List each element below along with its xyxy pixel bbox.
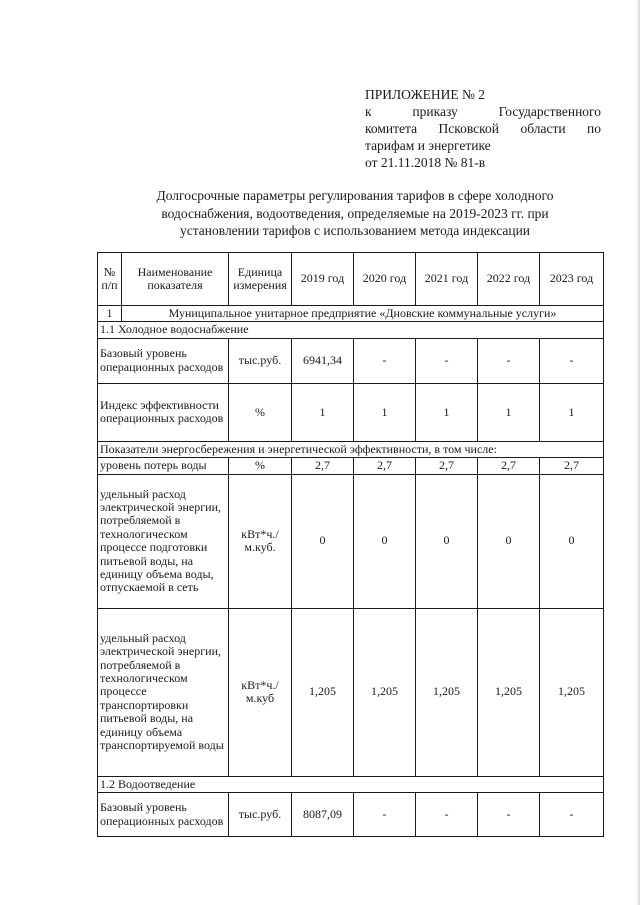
value-2020: - — [354, 793, 416, 837]
row-unit: % — [229, 383, 292, 441]
header-num: № п/п — [98, 253, 122, 306]
value-2019: 2,7 — [292, 458, 354, 474]
value-2020: 1,205 — [354, 608, 416, 776]
document-title — [95, 187, 615, 240]
row-name: уровень потерь воды — [98, 458, 229, 474]
table-row — [98, 458, 604, 474]
row-unit: % — [229, 458, 292, 474]
value-2019: 1 — [292, 383, 354, 441]
appendix-title: ПРИЛОЖЕНИЕ № 2 — [365, 87, 486, 102]
value-2021: 2,7 — [416, 458, 478, 474]
organization-row — [98, 306, 604, 322]
value-2019: 6941,34 — [292, 338, 354, 383]
org-name: Муниципальное унитарное предприятие «Дновские коммунальные услуги» — [122, 306, 604, 322]
header-unit: Единица измерения — [229, 253, 292, 306]
table-row — [98, 474, 604, 608]
value-2023: - — [540, 338, 604, 383]
header-name: Наименование показателя — [122, 253, 229, 306]
value-2020: 0 — [354, 474, 416, 608]
value-2023: - — [540, 793, 604, 837]
value-2019: 1,205 — [292, 608, 354, 776]
row-name: Базовый уровень операционных расходов — [98, 338, 229, 383]
header-2021: 2021 год — [416, 253, 478, 306]
value-2022: 2,7 — [478, 458, 540, 474]
value-2021: 0 — [416, 474, 478, 608]
value-2021: 1,205 — [416, 608, 478, 776]
document-title-line-3: установлении тарифов с использованием метода индексации — [179, 223, 531, 238]
value-2023: 2,7 — [540, 458, 604, 474]
appendix-line-4: от 21.11.2018 № 81-в — [365, 155, 486, 170]
appendix-line-2: комитета Псковской области по — [365, 121, 601, 136]
value-2023: 0 — [540, 474, 604, 608]
document-title-line-1: Долгосрочные параметры регулирования тарифов в сфере холодного — [156, 188, 554, 203]
value-2019: 8087,09 — [292, 793, 354, 837]
org-number: 1 — [98, 306, 122, 322]
row-unit: тыс.руб. — [229, 793, 292, 837]
value-2022: - — [478, 793, 540, 837]
header-2019: 2019 год — [292, 253, 354, 306]
table-row — [98, 383, 604, 441]
tariff-parameters-table — [97, 252, 604, 837]
value-2022: 0 — [478, 474, 540, 608]
value-2021: - — [416, 793, 478, 837]
row-name: Индекс эффективности операционных расходов — [98, 383, 229, 441]
value-2022: 1,205 — [478, 608, 540, 776]
row-name: удельный расход электрической энергии, потребляемой в технологическом процессе подготовки питьевой воды, на единицу объема воды, отпускаемой в сеть — [98, 474, 229, 608]
row-name: удельный расход электрической энергии, потребляемой в технологическом процессе транспортировки питьевой воды, на единицу объема транспортируемой воды — [98, 608, 229, 776]
table-row — [98, 793, 604, 837]
value-2021: - — [416, 338, 478, 383]
table-row — [98, 608, 604, 776]
header-2022: 2022 год — [478, 253, 540, 306]
header-2023: 2023 год — [540, 253, 604, 306]
section-row — [98, 776, 604, 792]
row-unit: кВт*ч./м.куб. — [229, 474, 292, 608]
value-2022: 1 — [478, 383, 540, 441]
table-row — [98, 338, 604, 383]
appendix-line-1: к приказу Государственного — [365, 104, 601, 119]
section-row — [98, 441, 604, 457]
value-2020: 2,7 — [354, 458, 416, 474]
value-2020: - — [354, 338, 416, 383]
row-unit: кВт*ч./м.куб — [229, 608, 292, 776]
section-wastewater: 1.2 Водоотведение — [98, 776, 604, 792]
table-header-row — [98, 253, 604, 306]
header-2020: 2020 год — [354, 253, 416, 306]
document-title-line-2: водоснабжения, водоотведения, определяемые на 2019-2023 гг. при — [161, 205, 549, 221]
value-2022: - — [478, 338, 540, 383]
value-2023: 1,205 — [540, 608, 604, 776]
appendix-line-3: тарифам и энергетике — [365, 138, 491, 153]
value-2019: 0 — [292, 474, 354, 608]
row-unit: тыс.руб. — [229, 338, 292, 383]
value-2020: 1 — [354, 383, 416, 441]
section-row — [98, 322, 604, 338]
section-cold-water: 1.1 Холодное водоснабжение — [98, 322, 604, 338]
row-name: Базовый уровень операционных расходов — [98, 793, 229, 837]
section-energy: Показатели энергосбережения и энергетической эффективности, в том числе: — [98, 441, 604, 457]
appendix-block — [365, 86, 601, 171]
scan-edge — [636, 0, 640, 905]
value-2023: 1 — [540, 383, 604, 441]
value-2021: 1 — [416, 383, 478, 441]
